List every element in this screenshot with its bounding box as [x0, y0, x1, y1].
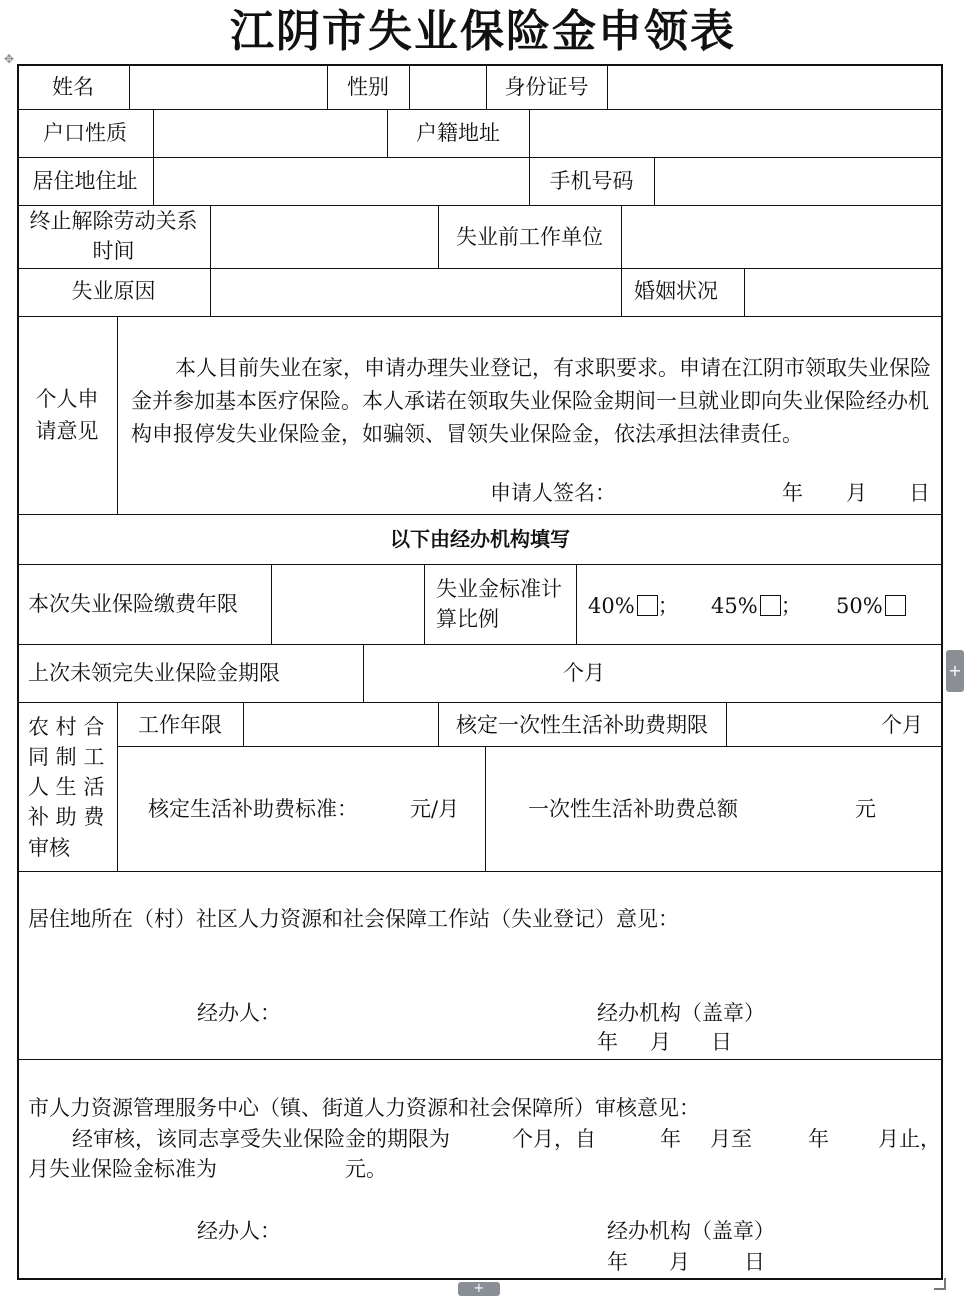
- community-opinion-field[interactable]: [28, 940, 928, 990]
- label-termination-line2: 时间: [92, 239, 135, 263]
- reason-field[interactable]: [212, 270, 619, 314]
- community-day: 日: [711, 1030, 732, 1054]
- center-review-line1-d: 月至: [710, 1127, 752, 1151]
- label-rural-line1: 农 村 合: [28, 715, 105, 739]
- label-ratio-line1: 失业金标准计: [436, 577, 562, 601]
- col-divider: [271, 564, 272, 644]
- col-divider: [529, 109, 530, 157]
- center-review-line1-f: 月止，: [878, 1127, 941, 1151]
- label-prev-unclaimed: 上次未领完失业保险金期限: [28, 661, 280, 685]
- center-review-line2-b: 元。: [345, 1157, 387, 1181]
- col-divider: [726, 702, 727, 746]
- applicant-month: 月: [846, 481, 867, 505]
- col-divider: [424, 564, 425, 644]
- col-divider: [153, 157, 154, 205]
- center-review-line1-e: 年: [808, 1127, 829, 1151]
- add-column-handle-icon[interactable]: +: [946, 650, 964, 692]
- label-hukou-type: 户口性质: [43, 121, 127, 145]
- col-divider: [607, 64, 608, 109]
- community-opinion-heading: 居住地所在（村）社区人力资源和社会保障工作站（失业登记）意见：: [28, 907, 679, 931]
- ratio-40-checkbox[interactable]: [637, 595, 658, 616]
- col-divider: [117, 316, 118, 514]
- label-termination-line1: 终止解除劳动关系: [29, 209, 198, 233]
- col-divider: [621, 268, 622, 316]
- col-divider: [129, 64, 130, 109]
- label-reason: 失业原因: [71, 279, 156, 303]
- residence-field[interactable]: [155, 159, 527, 203]
- lump-period-field[interactable]: [728, 704, 878, 744]
- ratio-45-checkbox[interactable]: [760, 595, 781, 616]
- gender-field[interactable]: [411, 66, 484, 107]
- col-divider: [153, 109, 154, 157]
- contribution-years-field[interactable]: [273, 566, 422, 642]
- row-divider: [17, 268, 943, 269]
- label-personal-line1: 个人申: [35, 387, 99, 411]
- row-divider: [17, 514, 943, 515]
- center-review-line1-c: 年: [660, 1127, 681, 1151]
- ratio-separator: ；: [657, 594, 679, 618]
- center-review-line2-a: 月失业保险金标准为: [28, 1157, 217, 1181]
- label-rural-line2: 同 制 工: [28, 745, 105, 769]
- label-work-years: 工作年限: [138, 713, 222, 737]
- col-divider: [485, 746, 486, 871]
- work-years-field[interactable]: [245, 704, 436, 744]
- row-divider: [17, 1059, 943, 1060]
- row-divider: [17, 564, 943, 565]
- label-rural-line4: 补 助 费: [28, 805, 105, 829]
- mobile-field[interactable]: [656, 159, 941, 203]
- applicant-statement: 本人目前失业在家，申请办理失业登记，有求职要求。申请在江阴市领取失业保险金并参加基本医疗保险。本人承诺在领取失业保险金期间一旦就业即向失业保险经办机构申报停发失业保险金，如骗领、冒领失业保险金，依法承担法律责任。: [131, 356, 931, 446]
- applicant-year: 年: [782, 481, 803, 505]
- community-handler-label: 经办人：: [197, 1001, 281, 1025]
- center-review-heading: 市人力资源管理服务中心（镇、街道人力资源和社会保障所）审核意见：: [28, 1096, 700, 1120]
- community-agency-seal: 经办机构（盖章）: [597, 1001, 765, 1025]
- label-gender: 性别: [347, 75, 389, 99]
- center-review-line1-b: 个月，自: [512, 1127, 596, 1151]
- ratio-option-40[interactable]: [588, 591, 679, 621]
- row-divider: [17, 871, 943, 872]
- center-day: 日: [744, 1250, 765, 1274]
- lump-total-unit: 元: [855, 797, 876, 821]
- col-divider: [210, 268, 211, 316]
- label-lump-total: 一次性生活补助费总额: [528, 797, 738, 821]
- row-divider: [17, 157, 943, 158]
- label-contribution-years: 本次失业保险缴费年限: [28, 592, 238, 616]
- name-field[interactable]: [131, 66, 325, 107]
- label-personal-line2: 请意见: [35, 419, 99, 443]
- applicant-signature-field[interactable]: [610, 476, 770, 508]
- label-residence: 居住地住址: [32, 169, 138, 193]
- label-lump-period: 核定一次性生活补助费期限: [456, 713, 708, 737]
- ratio-50-checkbox[interactable]: [885, 595, 906, 616]
- ratio-separator: ；: [780, 594, 802, 618]
- col-divider: [363, 644, 364, 702]
- col-divider: [744, 268, 745, 316]
- row-divider: [17, 109, 943, 110]
- prev-unclaimed-field[interactable]: [365, 646, 941, 700]
- subsidy-standard-field[interactable]: [346, 790, 406, 824]
- center-year: 年: [607, 1250, 628, 1274]
- col-divider: [210, 205, 211, 268]
- row-divider: [17, 702, 943, 703]
- row-divider: [17, 644, 943, 645]
- subsidy-standard-unit: 元/月: [410, 797, 460, 821]
- prev-unclaimed-unit: 个月: [563, 661, 605, 685]
- col-divider: [243, 702, 244, 746]
- row-divider: [17, 316, 943, 317]
- row-divider: [117, 746, 943, 747]
- center-handler-label: 经办人：: [197, 1219, 281, 1243]
- label-prev-employer: 失业前工作单位: [456, 225, 603, 249]
- label-hukou-address: 户籍地址: [416, 121, 500, 145]
- community-year: 年: [597, 1030, 618, 1054]
- ratio-50-label: 50%: [836, 594, 883, 618]
- lump-total-field[interactable]: [746, 790, 850, 824]
- label-id-number: 身份证号: [504, 75, 589, 99]
- prev-employer-field[interactable]: [623, 207, 941, 266]
- ratio-40-label: 40%: [588, 594, 635, 618]
- hukou-type-field[interactable]: [155, 111, 385, 155]
- center-review-line1-a: 经审核，该同志享受失业保险金的期限为: [72, 1127, 450, 1151]
- col-divider: [621, 205, 622, 268]
- label-subsidy-standard: 核定生活补助费标准：: [148, 797, 358, 821]
- ratio-45-label: 45%: [711, 594, 758, 618]
- label-ratio-line2: 算比例: [436, 607, 499, 631]
- label-marital: 婚姻状况: [634, 279, 718, 303]
- marital-field[interactable]: [746, 270, 941, 314]
- col-divider: [576, 564, 577, 644]
- table-move-handle-icon[interactable]: ✥: [4, 52, 15, 66]
- ratio-option-45[interactable]: [711, 591, 802, 621]
- add-row-handle-icon[interactable]: +: [458, 1282, 500, 1296]
- label-rural-line3: 人 生 活: [28, 775, 105, 799]
- table-resize-handle-icon[interactable]: [934, 1278, 946, 1290]
- hukou-address-field[interactable]: [531, 111, 941, 155]
- community-month: 月: [650, 1030, 671, 1054]
- center-month: 月: [669, 1250, 690, 1274]
- center-agency-seal: 经办机构（盖章）: [607, 1219, 775, 1243]
- agency-section-header: 以下由经办机构填写: [390, 527, 570, 551]
- label-mobile: 手机号码: [549, 169, 634, 193]
- applicant-day: 日: [909, 481, 930, 505]
- label-name: 姓名: [52, 75, 94, 99]
- termination-date-field[interactable]: [212, 207, 436, 266]
- id-number-field[interactable]: [609, 66, 941, 107]
- col-divider: [654, 157, 655, 205]
- applicant-signature-label: 申请人签名：: [490, 481, 616, 505]
- form-title: 江阴市失业保险金申领表: [230, 6, 736, 57]
- col-divider: [409, 64, 410, 109]
- lump-period-unit: 个月: [881, 713, 923, 737]
- ratio-option-50[interactable]: [836, 591, 906, 621]
- label-rural-line5: 审核: [28, 836, 70, 860]
